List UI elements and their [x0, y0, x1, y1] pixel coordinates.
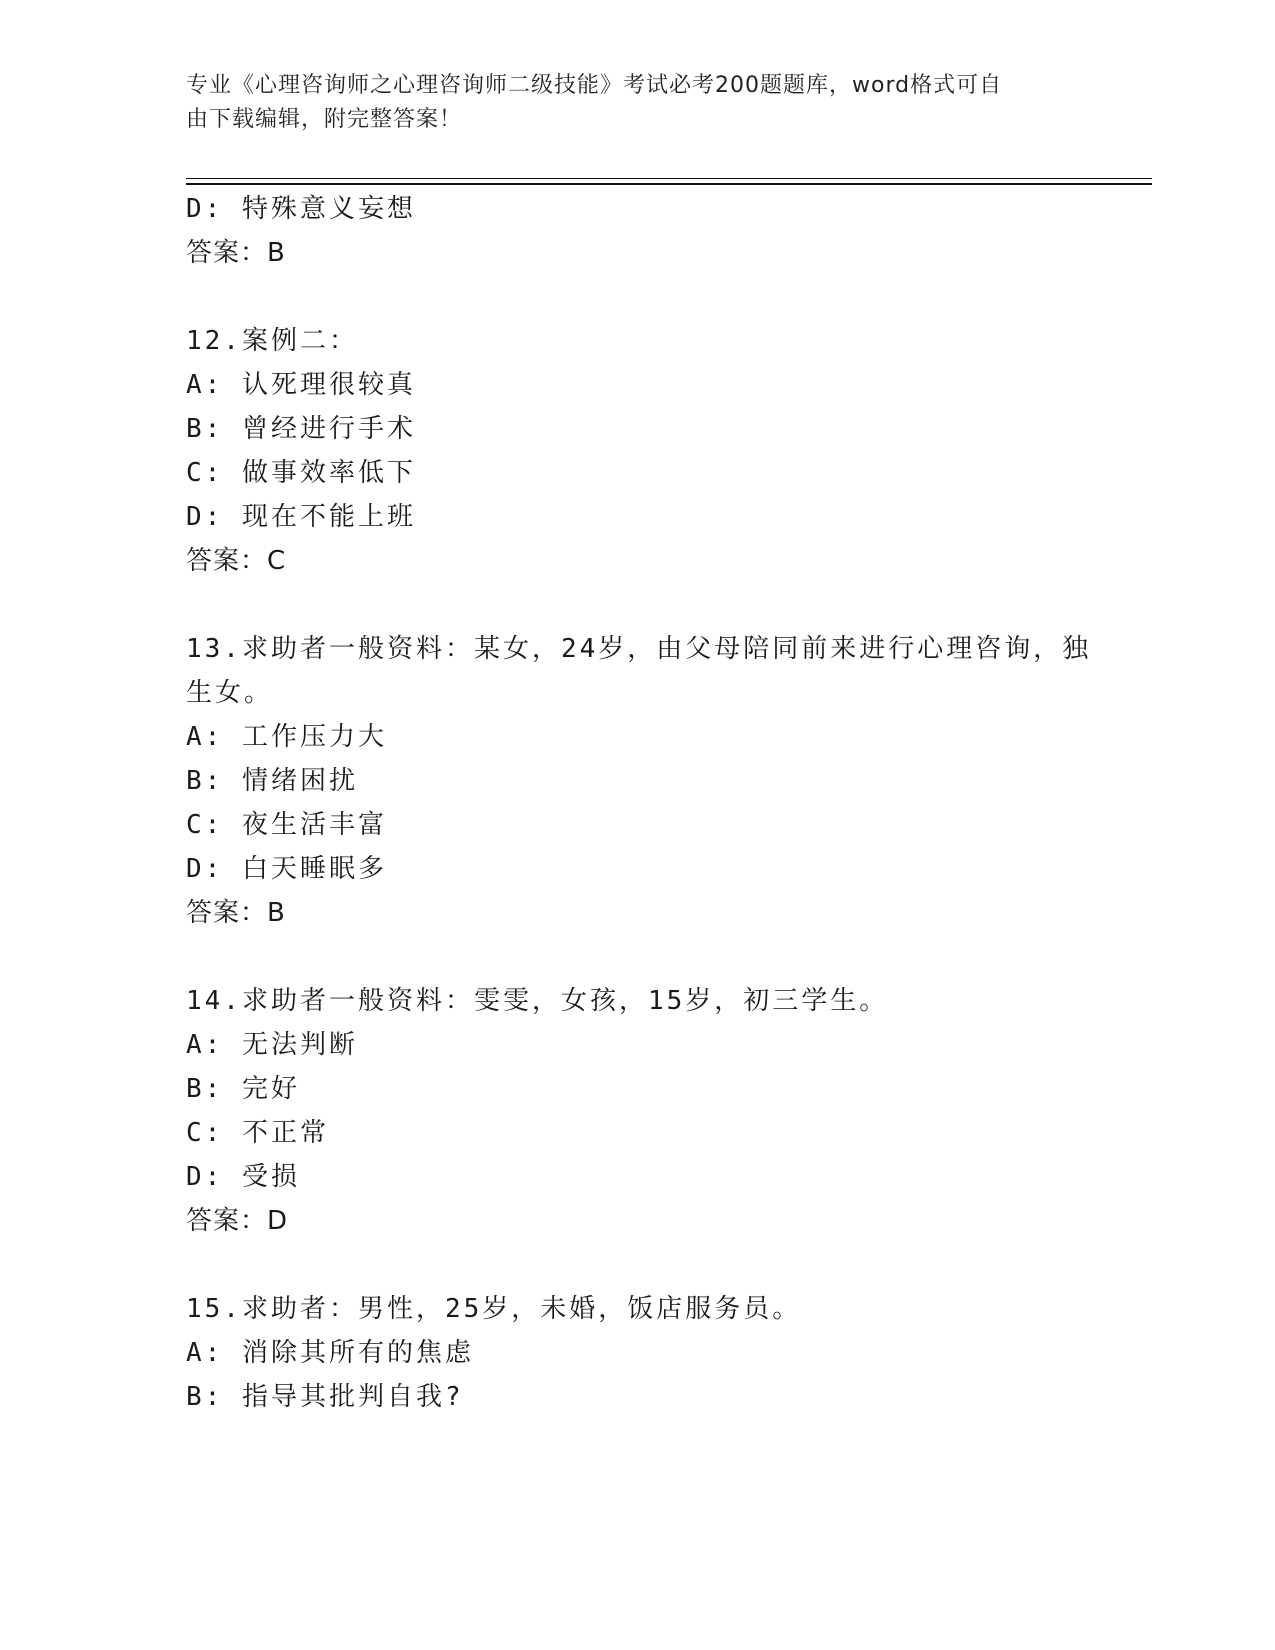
header-line-2: 由下载编辑，附完整答案！: [186, 107, 463, 132]
option-b: B: 完好: [186, 1074, 300, 1104]
option-b: B: 指导其批判自我?: [186, 1382, 464, 1412]
option-b: B: 曾经进行手术: [186, 414, 416, 444]
option-c: C: 夜生活丰富: [186, 810, 387, 840]
header-line-1: 专业《心理咨询师之心理咨询师二级技能》考试必考200题题库，word格式可自: [186, 73, 1003, 98]
option-d: D: 白天睡眠多: [186, 854, 387, 884]
option-b: B: 情绪困扰: [186, 766, 358, 796]
header-divider-top: [186, 178, 1152, 179]
option-c: C: 不正常: [186, 1118, 329, 1148]
option-d: D: 现在不能上班: [186, 502, 416, 532]
question-stem: 15.求助者：男性，25岁，未婚，饭店服务员。: [186, 1294, 802, 1324]
answer-line: 答案：B: [186, 238, 286, 268]
answer-line: 答案：C: [186, 546, 287, 576]
option-a: A: 消除其所有的焦虑: [186, 1338, 474, 1368]
question-stem: 13.求助者一般资料：某女，24岁，由父母陪同前来进行心理咨询，独: [186, 634, 1092, 664]
option-c: C: 做事效率低下: [186, 458, 416, 488]
answer-line: 答案：D: [186, 1206, 289, 1236]
question-stem-continued: 生女。: [186, 678, 274, 708]
question-stem: 14.求助者一般资料：雯雯，女孩，15岁，初三学生。: [186, 986, 889, 1016]
question-stem: 12.案例二：: [186, 326, 358, 356]
document-header: [186, 69, 1066, 137]
option-a: A: 认死理很较真: [186, 370, 416, 400]
header-divider-bottom: [186, 183, 1152, 185]
option-d: D: 受损: [186, 1162, 300, 1192]
answer-line: 答案：B: [186, 898, 286, 928]
option-a: A: 工作压力大: [186, 722, 387, 752]
option-a: A: 无法判断: [186, 1030, 358, 1060]
option-d: D: 特殊意义妄想: [186, 194, 416, 224]
